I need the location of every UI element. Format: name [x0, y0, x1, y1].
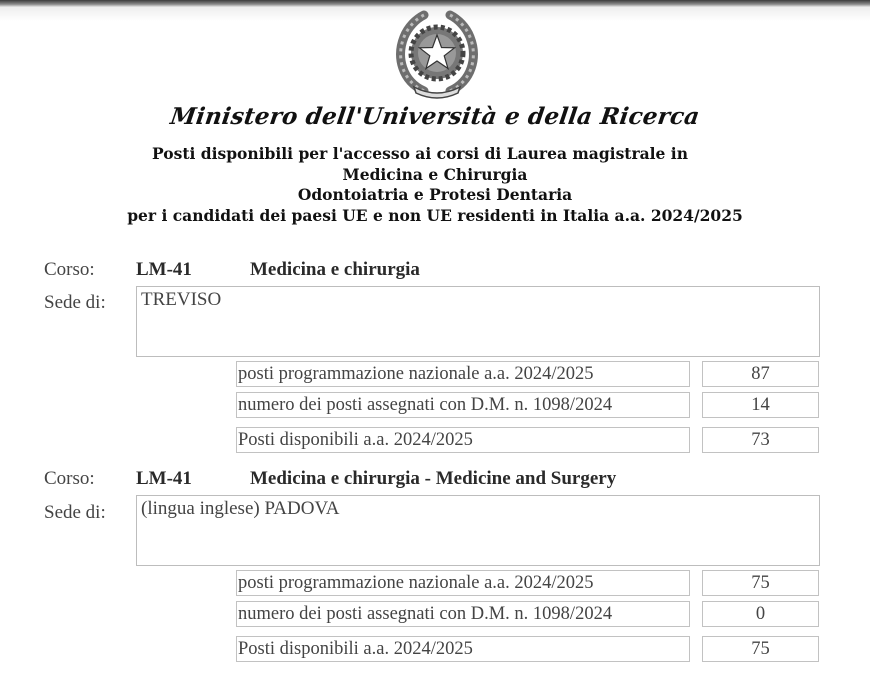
stat-value-disponibili: 75: [702, 636, 819, 662]
course-title: Medicina e chirurgia: [250, 259, 420, 280]
stat-value-programmazione: 75: [702, 570, 819, 596]
heading-line-2: Medicina e Chirurgia: [342, 164, 528, 184]
sede-field: [136, 495, 820, 566]
stat-label-disponibili: Posti disponibili a.a. 2024/2025: [236, 636, 690, 662]
heading-line-1: Posti disponibili per l'accesso ai corsi di Laurea magistrale in: [152, 144, 688, 163]
course-code: LM-41: [136, 259, 192, 280]
corso-label: Corso:: [44, 259, 95, 280]
ministry-title: Ministero dell'Università e della Ricerca: [168, 103, 702, 130]
sede-label: Sede di:: [44, 502, 106, 523]
stat-label-programmazione: posti programmazione nazionale a.a. 2024/2025: [236, 570, 690, 596]
stat-value-assegnati: 0: [702, 601, 819, 627]
sede-field: [136, 286, 820, 357]
stat-label-assegnati: numero dei posti assegnati con D.M. n. 1098/2024: [236, 392, 690, 418]
corso-label: Corso:: [44, 468, 95, 489]
heading-line-4: per i candidati dei paesi UE e non UE residenti in Italia a.a. 2024/2025: [127, 205, 743, 225]
stat-value-disponibili: 73: [702, 427, 819, 453]
stat-label-disponibili: Posti disponibili a.a. 2024/2025: [236, 427, 690, 453]
stat-label-assegnati: numero dei posti assegnati con D.M. n. 1098/2024: [236, 601, 690, 627]
course-code: LM-41: [136, 468, 192, 489]
course-title: Medicina e chirurgia - Medicine and Surgery: [250, 468, 617, 489]
stat-label-programmazione: posti programmazione nazionale a.a. 2024/2025: [236, 361, 690, 387]
sede-value: TREVISO: [141, 289, 222, 310]
stat-value-programmazione: 87: [702, 361, 819, 387]
italian-republic-emblem-icon: [394, 7, 480, 99]
sede-label: Sede di:: [44, 292, 106, 313]
heading-line-3: Odontoiatria e Protesi Dentaria: [297, 185, 573, 204]
document-heading: [0, 144, 870, 226]
window-top-edge: [0, 0, 870, 7]
stat-value-assegnati: 14: [702, 392, 819, 418]
sede-value: (lingua inglese) PADOVA: [141, 498, 340, 519]
